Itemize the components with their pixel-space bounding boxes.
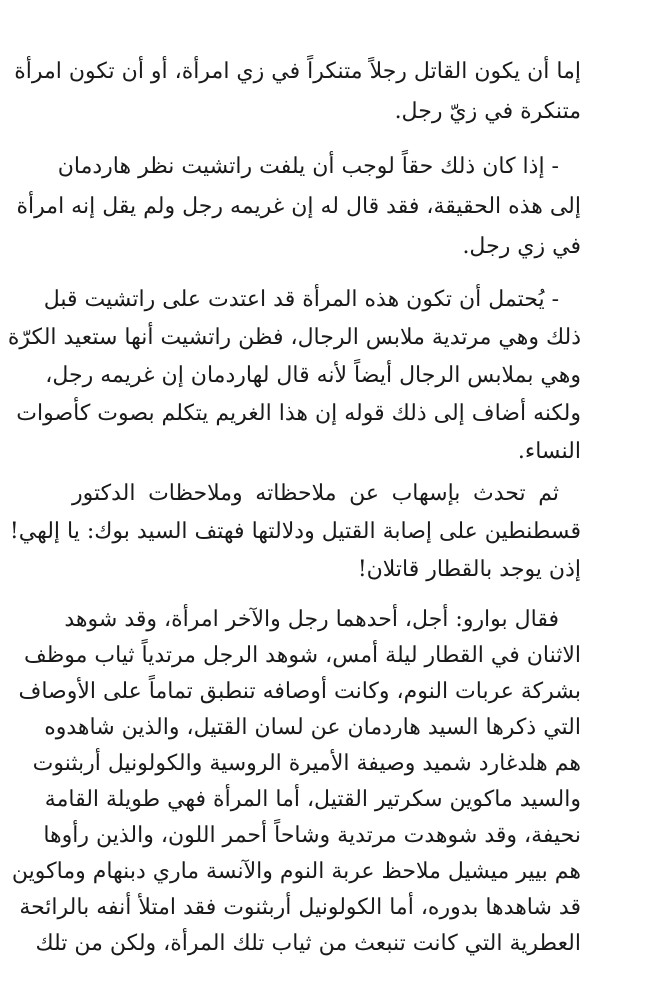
text-line: في زي رجل.	[462, 234, 581, 259]
text-line: متنكرة في زيّ رجل.	[394, 99, 581, 124]
text-line: هم بيير ميشيل ملاحظ عربة النوم والآنسة ماري دبنهام وماكوين	[11, 859, 581, 884]
text-line: - إذا كان ذلك حقاً لوجب أن يلفت راتشيت نظر هاردمان	[57, 154, 559, 179]
text-line: التي ذكرها السيد هاردمان عن لسان القتيل، والذين شاهدوه	[44, 715, 581, 740]
text-line: الاثنان في القطار ليلة أمس، شوهد الرجل مرتدياً ثياب موظف	[23, 643, 581, 668]
text-line: ذلك وهي مرتدية ملابس الرجال، فظن راتشيت أنها ستعيد الكرّة	[7, 325, 581, 350]
text-line: إذن يوجد بالقطار قاتلان!	[357, 557, 581, 582]
text-line: العطرية التي كانت تنبعث من ثياب تلك المرأة، ولكن من تلك	[35, 931, 581, 956]
text-line: هم هلدغارد شميد وصيفة الأميرة الروسية والكولونيل أربثنوت	[32, 751, 581, 776]
book-page	[0, 52, 651, 1000]
text-line: فقال بوارو: أجل، أحدهما رجل والآخر امرأة، وقد شوهد	[64, 607, 559, 632]
text-line: وهي بملابس الرجال أيضاً لأنه قال لهاردمان إن غريمه رجل،	[45, 363, 581, 388]
text-line: إلى هذه الحقيقة، فقد قال له إن غريمه رجل ولم يقل إنه امرأة	[16, 194, 581, 219]
text-line: قد شاهدها بدوره، أما الكولونيل أربثنوت فقد امتلأ أنفه بالرائحة	[19, 895, 581, 920]
text-line: - يُحتمل أن تكون هذه المرأة قد اعتدت على راتشيت قبل	[43, 287, 559, 312]
text-line: النساء.	[517, 439, 581, 464]
text-line: نحيفة، وقد شوهدت مرتدية وشاحاً أحمر اللون، والذين رأوها	[43, 823, 581, 848]
text-line: قسطنطين على إصابة القتيل ودلالتها فهتف السيد بوك: يا إلهي!	[9, 519, 581, 544]
text-line: بشركة عربات النوم، وكانت أوصافه تنطبق تماماً على الأوصاف	[18, 679, 581, 704]
text-line: والسيد ماكوين سكرتير القتيل، أما المرأة فهي طويلة القامة	[44, 787, 581, 812]
text-line: ولكنه أضاف إلى ذلك قوله إن هذا الغريم يتكلم بصوت كأصوات	[16, 401, 581, 426]
text-line: إما أن يكون القاتل رجلاً متنكراً في زي امرأة، أو أن تكون امرأة	[14, 59, 581, 84]
text-line: ثم تحدث بإسهاب عن ملاحظاته وملاحظات الدكتور	[72, 481, 559, 506]
